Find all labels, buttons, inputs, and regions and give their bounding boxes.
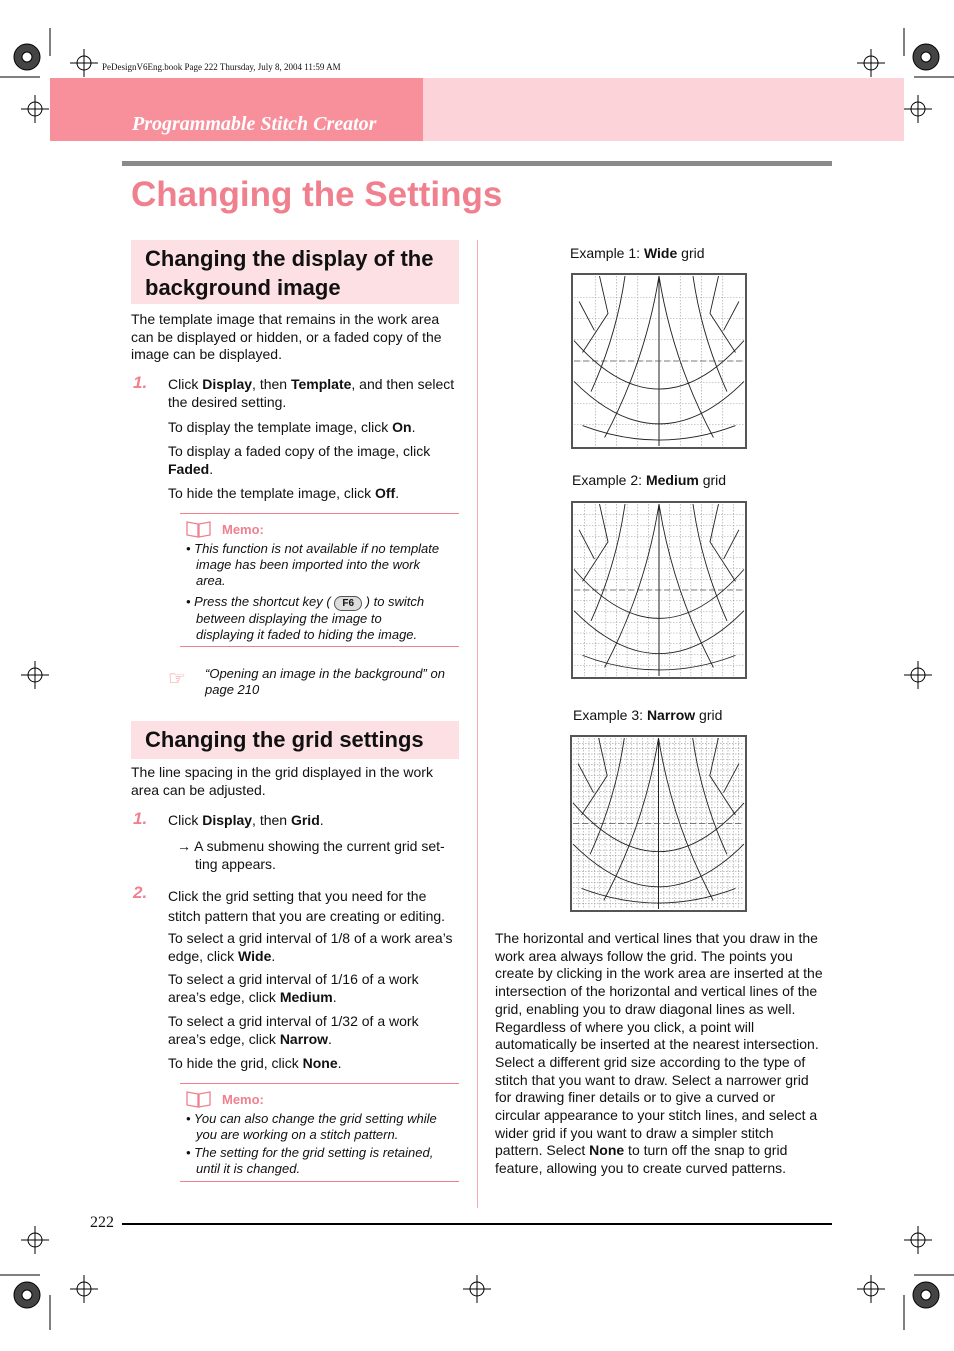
memo-bottom-rule xyxy=(180,1181,459,1182)
example-caption: Example 2: Medium grid xyxy=(572,472,727,488)
cross-reference[interactable]: “Opening an image in the background” on page 210 xyxy=(205,666,445,697)
memo-top-rule xyxy=(180,513,459,514)
page-title: Changing the Settings xyxy=(131,175,503,214)
f6-key-icon: F6 xyxy=(334,596,362,611)
memo-top-rule xyxy=(180,1083,459,1084)
section-heading-background: Changing the display of the background image xyxy=(145,246,434,300)
example-narrow-grid-image xyxy=(570,735,747,912)
section-heading-grid: Changing the grid settings xyxy=(145,727,424,752)
example-medium-grid-image xyxy=(571,501,747,679)
footer-rule xyxy=(122,1223,832,1225)
page-number: 222 xyxy=(90,1214,114,1231)
section1-intro: The template image that remains in the work area can be displayed or hidden, or a faded copy of the image can be displayed. xyxy=(131,311,442,363)
example-caption: Example 3: Narrow grid xyxy=(573,707,723,723)
pointing-hand-icon: ☞ xyxy=(168,668,186,690)
book-icon xyxy=(186,520,212,538)
option-wide: To select a grid interval of 1/8 of a work area’s edge, click Wide. xyxy=(168,930,453,964)
right-body-text: The horizontal and vertical lines that you draw in the work area always follow the grid. The points you create by clicking in the work area are inserted at the intersection of the horizontal and vertical lines of the grid, enabling you to draw diagonal lines as well. Regardless of where you click, a point will automatically be inserted at the nearest intersection. Select a different grid size according to the type of stitch that you want to draw. Select a narrower grid for drawing finer details or to give a curved or circular appearance to your stitch lines, and select a wider grid if you want to draw a simpler stitch pattern. Select None to turn off the snap to grid feature, allowing you to create curved patterns. xyxy=(495,930,823,1177)
option-on: To display the template image, click On. xyxy=(168,419,416,435)
option-off: To hide the template image, click Off. xyxy=(168,485,400,501)
section2-intro: The line spacing in the grid displayed in the work area can be adjusted. xyxy=(131,764,433,798)
memo-label: Memo: xyxy=(222,1092,264,1107)
step-text: Click Display, then Template, and then select the desired setting. xyxy=(168,376,455,410)
step-result: → A submenu showing the current grid set- ting appears. xyxy=(177,838,445,872)
step-number: 2. xyxy=(133,883,148,902)
option-narrow: To select a grid interval of 1/32 of a work area’s edge, click Narrow. xyxy=(168,1013,419,1047)
option-medium: To select a grid interval of 1/16 of a work area’s edge, click Medium. xyxy=(168,971,419,1005)
memo-item: • Press the shortcut key ( F6 ) to switch between displaying the image to displaying it faded to hiding the image. xyxy=(186,594,425,642)
memo-item: • You can also change the grid setting while you are working on a stitch pattern. xyxy=(186,1111,437,1142)
step-text: Click Display, then Grid. xyxy=(168,812,324,828)
memo-bottom-rule xyxy=(180,646,459,647)
example-caption: Example 1: Wide grid xyxy=(570,245,705,261)
option-none: To hide the grid, click None. xyxy=(168,1055,342,1071)
memo-item: • This function is not available if no template image has been imported into the work area. xyxy=(186,541,440,588)
column-divider xyxy=(477,240,478,1208)
step-number: 1. xyxy=(133,373,148,392)
chapter-title: Programmable Stitch Creator xyxy=(132,113,377,135)
book-icon xyxy=(186,1090,212,1108)
step-text: Click the grid setting that you need for the stitch pattern that you are creating or editing. xyxy=(168,888,446,924)
step-number: 1. xyxy=(133,809,148,828)
title-rule xyxy=(122,161,832,166)
example-wide-grid-image xyxy=(571,273,747,449)
memo-item: • The setting for the grid setting is retained, until it is changed. xyxy=(186,1145,434,1176)
option-faded: To display a faded copy of the image, click Faded. xyxy=(168,443,431,477)
memo-label: Memo: xyxy=(222,522,264,537)
file-info: PeDesignV6Eng.book Page 222 Thursday, July 8, 2004 11:59 AM xyxy=(102,62,341,72)
